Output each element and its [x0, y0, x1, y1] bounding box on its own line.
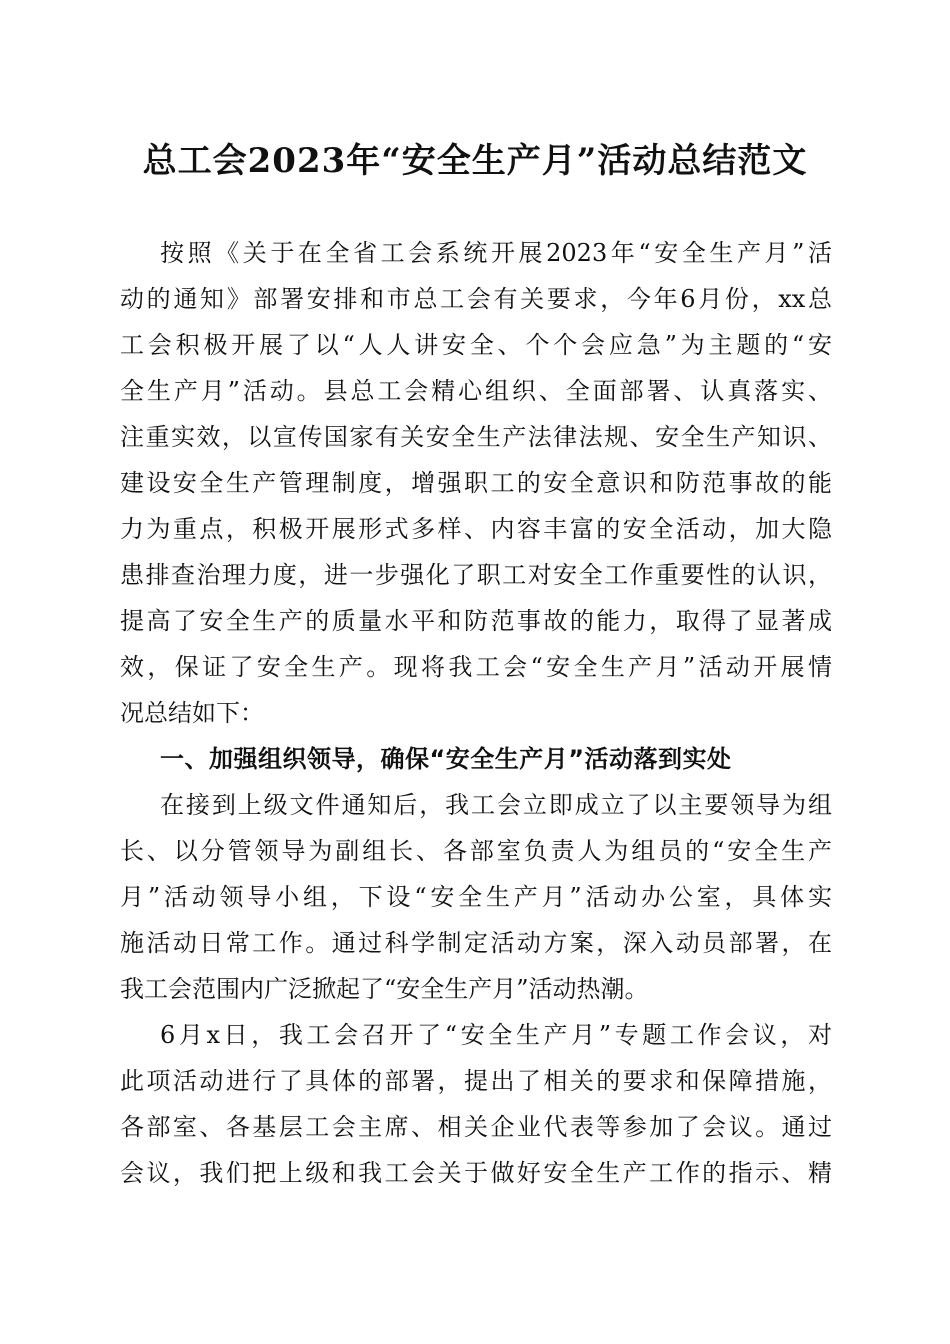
section-heading-1: 一、加强组织领导，确保“安全生产月”活动落到实处 — [160, 745, 732, 773]
paragraph-3-line: 6月x日，我工会召开了“安全生产月”专题工作会议，对 — [160, 1021, 832, 1049]
paragraph-2-line: 在接到上级文件通知后，我工会立即成立了以主要领导为组 — [160, 791, 832, 819]
paragraph-2-line: 我工会范围内广泛掀起了“安全生产月”活动热潮。 — [120, 975, 649, 1003]
paragraph-3-line: 会议，我们把上级和我工会关于做好安全生产工作的指示、精 — [120, 1159, 832, 1187]
paragraph-1-line: 建设安全生产管理制度，增强职工的安全意识和防范事故的能 — [120, 469, 832, 497]
paragraph-3-line: 各部室、各基层工会主席、相关企业代表等参加了会议。通过 — [120, 1113, 832, 1141]
paragraph-1-line: 效，保证了安全生产。现将我工会“安全生产月”活动开展情 — [120, 653, 832, 681]
paragraph-1-line: 全生产月”活动。县总工会精心组织、全面部署、认真落实、 — [120, 377, 832, 405]
paragraph-1-line: 患排查治理力度，进一步强化了职工对安全工作重要性的认识， — [120, 561, 832, 589]
paragraph-2-line: 施活动日常工作。通过科学制定活动方案，深入动员部署，在 — [120, 929, 832, 957]
paragraph-1-line: 按照《关于在全省工会系统开展2023年“安全生产月”活 — [160, 239, 832, 267]
paragraph-1-line: 况总结如下： — [120, 699, 264, 727]
paragraph-2-line: 月”活动领导小组，下设“安全生产月”活动办公室，具体实 — [120, 883, 832, 911]
paragraph-1-line: 注重实效，以宣传国家有关安全生产法律法规、安全生产知识、 — [120, 423, 832, 451]
paragraph-2-line: 长、以分管领导为副组长、各部室负责人为组员的“安全生产 — [120, 837, 832, 865]
paragraph-1-line: 动的通知》部署安排和市总工会有关要求，今年6月份，xx总 — [120, 285, 832, 313]
paragraph-3-line: 此项活动进行了具体的部署，提出了相关的要求和保障措施， — [120, 1067, 832, 1095]
paragraph-1-line: 提高了安全生产的质量水平和防范事故的能力，取得了显著成 — [120, 607, 832, 635]
paragraph-1-line: 工会积极开展了以“人人讲安全、个个会应急”为主题的“安 — [120, 331, 832, 359]
paragraph-1-line: 力为重点，积极开展形式多样、内容丰富的安全活动，加大隐 — [120, 515, 832, 543]
document-title: 总工会2023年“安全生产月”活动总结范文 — [142, 141, 808, 181]
document-body — [120, 230, 832, 1196]
